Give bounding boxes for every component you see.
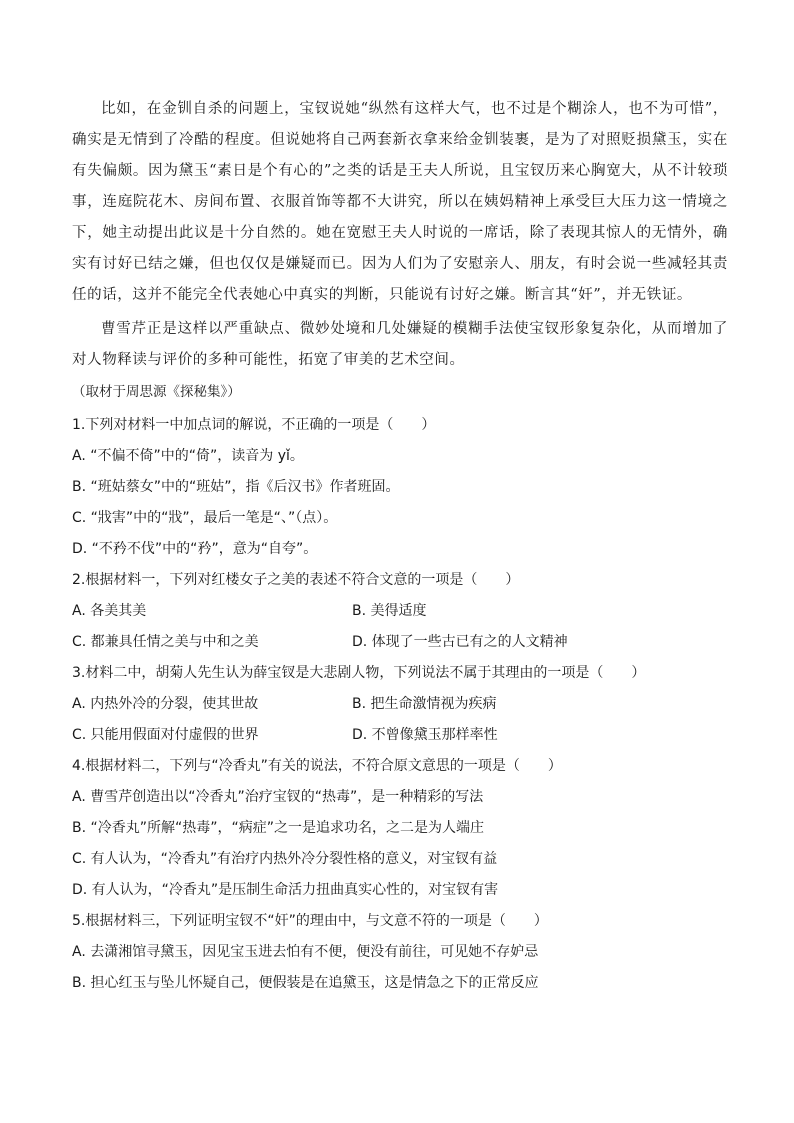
question-4-option-d: D. 有人认为，“冷香丸”是压制生命活力扭曲真实心性的，对宝钗有害: [72, 882, 499, 898]
question-3-stem: 3.材料二中，胡菊人先生认为薛宝钗是大悲剧人物，下列说法不属于其理由的一项是（ ）: [72, 665, 646, 681]
passage-paragraph-1: 比如，在金钏自杀的问题上，宝钗说她“纵然有这样大气，也不过是个糊涂人，也不为可惜”，确实是无情到了冷酷的程度。但说她将自己两套新衣拿来给金钏装裹，是为了对照贬损黛玉，实在有失偏颇。因为黛玉“素日是个有心的”之类的话是王夫人所说，且宝钗历来心胸宽大，从不计较琐事，连庭院花木、房间布置、衣服首饰等都不大讲究，所以在姨妈精神上承受巨大压力这一情境之下，她主动提出此议是十分自然的。她在宽慰王夫人时说的一席话，除了表现其惊人的无情外，确实有讨好已结之嫌，但也仅仅是嫌疑而已。因为人们为了安慰亲人、朋友，有时会说一些减轻其责任的话，这并不能完全代表她心中真实的判断，只能说有讨好之嫌。断言其“奸”，并无铁证。: [72, 101, 728, 303]
question-5-option-a: A. 去潇湘馆寻黛玉，因见宝玉进去怕有不便，便没有前往，可见她不存妒忌: [72, 944, 539, 960]
question-3-option-d: D. 不曾像黛玉那样率性: [352, 727, 498, 743]
passage-paragraph-2: 曹雪芹正是这样以严重缺点、微妙处境和几处嫌疑的模糊手法使宝钗形象复杂化，从而增加了对人物释读与评价的多种可能性，拓宽了审美的艺术空间。: [72, 321, 728, 368]
question-5-option-b: B. 担心红玉与坠儿怀疑自己，便假装是在追黛玉，这是情急之下的正常反应: [72, 975, 539, 991]
question-2-option-a: A. 各美其美: [72, 603, 147, 619]
question-4-option-a: A. 曹雪芹创造出以“冷香丸”治疗宝钗的“热毒”，是一种精彩的写法: [72, 789, 484, 805]
question-3-option-a: A. 内热外冷的分裂，使其世故: [72, 696, 259, 712]
question-2-option-c: C. 都兼具任情之美与中和之美: [72, 634, 259, 650]
question-3-option-b: B. 把生命激情视为疾病: [352, 696, 497, 712]
question-1-stem: 1.下列对材料一中加点词的解说，不正确的一项是（ ）: [72, 417, 436, 433]
question-2-option-b: B. 美得适度: [352, 603, 427, 619]
question-2-stem: 2.根据材料一，下列对红楼女子之美的表述不符合文意的一项是（ ）: [72, 572, 520, 588]
question-3-option-c: C. 只能用假面对付虚假的世界: [72, 727, 259, 743]
question-1-option-d: D. “不矜不伐”中的“矜”，意为“自夸”。: [72, 541, 318, 557]
question-1-option-b: B. “班姑蔡女”中的“班姑”，指《后汉书》作者班固。: [72, 479, 400, 495]
question-4-option-b: B. “冷香丸”所解“热毒”，“病症”之一是追求功名，之二是为人端庄: [72, 820, 485, 836]
question-4-option-c: C. 有人认为，“冷香丸”有治疗内热外冷分裂性格的意义，对宝钗有益: [72, 851, 498, 867]
question-2-option-d: D. 体现了一些古已有之的人文精神: [352, 634, 568, 650]
question-4-stem: 4.根据材料二，下列与“冷香丸”有关的说法，不符合原文意思的一项是（ ）: [72, 758, 562, 774]
question-1-option-a: A. “不偏不倚”中的“倚”，读音为 yǐ。: [72, 448, 304, 464]
question-5-stem: 5.根据材料三，下列证明宝钗不“奸”的理由中，与文意不符的一项是（ ）: [72, 913, 548, 929]
passage-source: （取材于周思源《探秘集》）: [72, 384, 241, 400]
question-1-option-c: C. “戕害”中的“戕”，最后一笔是“、”（点）。: [72, 510, 338, 526]
